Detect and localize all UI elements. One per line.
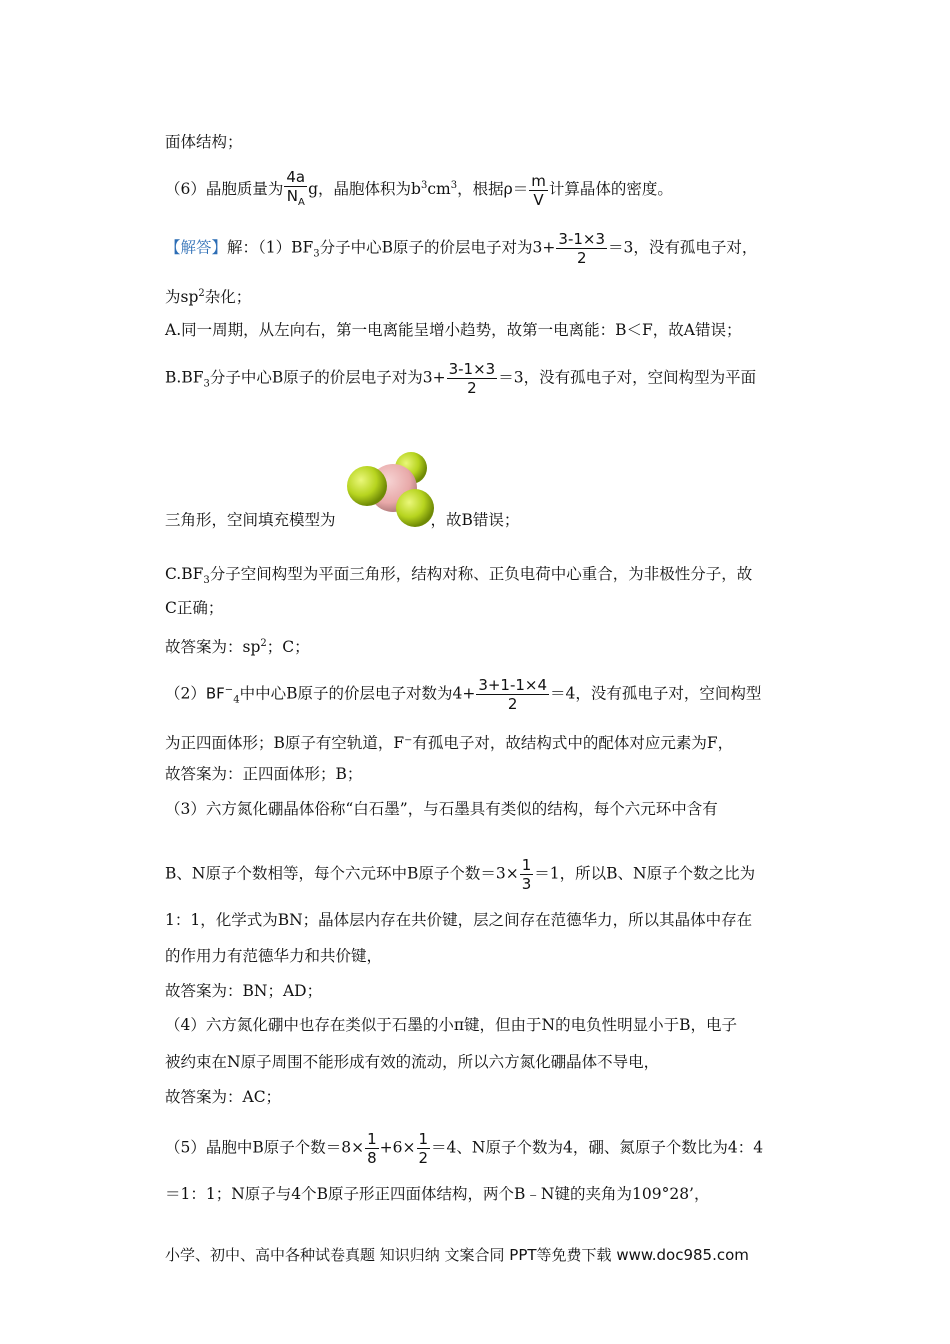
fraction-numerator: m bbox=[531, 171, 546, 190]
fraction-numerator: 1 bbox=[521, 856, 532, 874]
ion-formula: BF bbox=[205, 684, 225, 703]
text-segment: ＝4、N原子个数为4，硼、氮原子个数比为4：4 bbox=[431, 1138, 764, 1157]
text-segment: 计算晶体的密度。 bbox=[548, 180, 673, 198]
text-line: 面体结构； bbox=[165, 133, 243, 151]
fraction bbox=[284, 168, 307, 212]
text-line: 为正四面体形；B原子有空轨道，F⁻有孤电子对，故结构式中的配体对应元素为F， bbox=[165, 734, 734, 752]
fraction-numerator: 1 bbox=[367, 1130, 377, 1148]
fraction bbox=[417, 1130, 431, 1167]
page-footer: 小学、初中、高中各种试卷真题 知识归纳 文案合同 PPT等免费下载 www.doc985.com bbox=[165, 1246, 749, 1264]
text-line bbox=[165, 168, 673, 212]
fraction-numerator: 3-1×3 bbox=[558, 230, 606, 248]
text-segment: 分子中心B原子的价层电子对为3+ bbox=[319, 238, 556, 257]
fraction bbox=[520, 856, 534, 893]
text-line bbox=[165, 284, 251, 307]
text-segment: C.BF bbox=[165, 565, 204, 583]
text-segment: ；C； bbox=[266, 638, 310, 657]
subscript: 4 bbox=[233, 694, 240, 706]
text-line: C正确； bbox=[165, 599, 224, 617]
fraction bbox=[476, 676, 549, 713]
subscript: A bbox=[297, 197, 305, 208]
text-segment: （5）晶胞中B原子个数＝8× bbox=[165, 1138, 365, 1157]
text-segment: 解：（1）BF bbox=[227, 238, 314, 257]
text-line: ＝1：1；N原子与4个B原子形正四面体结构，两个B﹣N键的夹角为109°28’， bbox=[165, 1185, 710, 1203]
text-segment: 杂化； bbox=[204, 288, 252, 307]
text-segment: B、N原子个数相等，每个六元环中B原子个数＝3× bbox=[165, 864, 519, 883]
fraction-denominator: V bbox=[533, 190, 544, 209]
text-segment: ＝4，没有孤电子对，空间构型 bbox=[550, 684, 762, 703]
text-line: 1：1，化学式为BN；晶体层内存在共价键，层之间存在范德华力，所以其晶体中存在 bbox=[165, 911, 753, 929]
text-segment: 三角形，空间填充模型为 bbox=[165, 511, 336, 529]
fraction bbox=[447, 360, 498, 397]
text-segment: cm bbox=[427, 180, 451, 198]
den-text: N bbox=[286, 187, 298, 205]
text-line: （3）六方氮化硼晶体俗称“白石墨”，与石墨具有类似的结构，每个六元环中含有 bbox=[165, 800, 718, 818]
text-segment: +6× bbox=[379, 1138, 416, 1157]
text-segment: 中中心B原子的价层电子对数为4+ bbox=[239, 684, 476, 703]
text-line bbox=[165, 1130, 763, 1167]
fraction-denominator: 2 bbox=[576, 249, 587, 267]
superscript: − bbox=[224, 684, 234, 696]
fraction-numerator: 1 bbox=[418, 1130, 429, 1148]
subscript: 3 bbox=[203, 378, 210, 390]
fluorine-atom bbox=[347, 466, 387, 506]
text-line: 故答案为：正四面体形；B； bbox=[165, 765, 363, 783]
text-segment: 分子空间构型为平面三角形，结构对称、正负电荷中心重合，为非极性分子，故 bbox=[209, 565, 753, 583]
text-segment: B.BF bbox=[165, 368, 204, 387]
superscript: 2 bbox=[198, 288, 205, 299]
text-line: 的作用力有范德华力和共价键， bbox=[165, 947, 383, 965]
fraction bbox=[365, 1130, 379, 1167]
fraction-numerator: 3+1-1×4 bbox=[478, 676, 548, 694]
text-line bbox=[165, 564, 752, 591]
fraction-denominator: 2 bbox=[467, 379, 477, 397]
fraction-numerator: 4a bbox=[286, 168, 306, 186]
fraction-denominator: 2 bbox=[418, 1149, 429, 1167]
text-segment: （6）晶胞质量为 bbox=[165, 180, 284, 198]
text-segment: ＝1，所以B、N原子个数之比为 bbox=[534, 864, 756, 883]
text-line: 故答案为：AC； bbox=[165, 1088, 282, 1106]
text-segment: 故答案为：sp bbox=[165, 638, 261, 657]
text-line: 被约束在N原子周围不能形成有效的流动，所以六方氮化硼晶体不导电， bbox=[165, 1053, 660, 1071]
fraction-denominator: 3 bbox=[521, 875, 532, 893]
fraction-numerator: 3-1×3 bbox=[448, 360, 496, 378]
text-segment: g，晶胞体积为b bbox=[308, 180, 421, 198]
text-line bbox=[165, 676, 761, 713]
text-line bbox=[165, 634, 310, 657]
text-line: （4）六方氮化硼中也存在类似于石墨的小π键，但由于N的电负性明显小于B，电子 bbox=[165, 1016, 738, 1034]
answer-tag: 【解答】 bbox=[165, 238, 228, 257]
text-segment: 分子中心B原子的价层电子对为3+ bbox=[209, 368, 446, 387]
fraction-denominator: 2 bbox=[507, 695, 518, 713]
subscript: 3 bbox=[203, 575, 210, 587]
text-line: A.同一周期，从左向右，第一电离能呈增小趋势，故第一电离能：B＜F，故A错误； bbox=[165, 321, 742, 339]
fraction-denominator: 8 bbox=[367, 1149, 377, 1167]
text-segment: ，故B错误； bbox=[430, 511, 520, 529]
subscript: 3 bbox=[313, 248, 320, 260]
text-line bbox=[165, 230, 757, 267]
text-line bbox=[165, 856, 755, 893]
fraction-denominator bbox=[284, 187, 307, 212]
superscript: 3 bbox=[420, 179, 428, 191]
superscript: 2 bbox=[260, 638, 267, 649]
text-line bbox=[165, 360, 756, 397]
text-segment: ＝3，没有孤电子对， bbox=[608, 238, 758, 257]
text-segment: （2） bbox=[165, 684, 206, 703]
text-line: 故答案为：BN；AD； bbox=[165, 982, 323, 1000]
superscript: 3 bbox=[450, 179, 458, 191]
text-segment: ＝3，没有孤电子对，空间构型为平面 bbox=[498, 368, 757, 387]
text-segment: 为sp bbox=[165, 288, 199, 307]
fraction bbox=[556, 230, 607, 267]
fraction bbox=[529, 172, 548, 209]
text-line bbox=[165, 510, 519, 530]
text-segment: ，根据ρ＝ bbox=[457, 180, 529, 198]
